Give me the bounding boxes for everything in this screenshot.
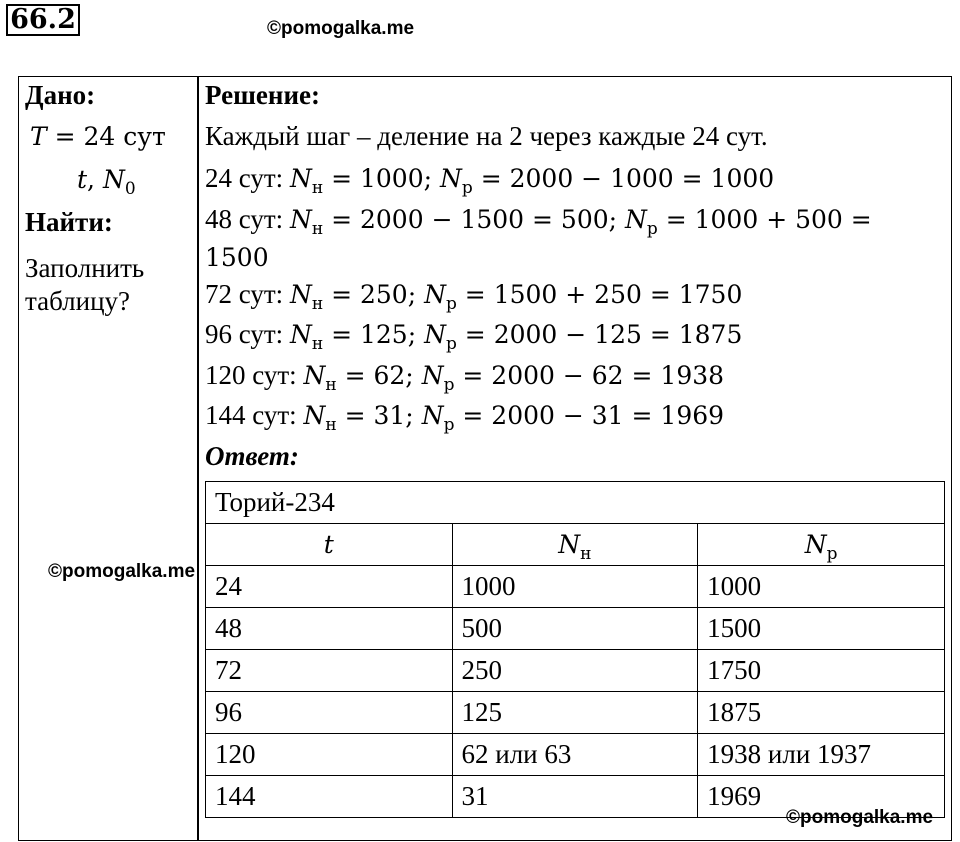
sub-n: н [311,219,324,239]
cell-p: 1875 [698,692,945,734]
sub-n: н [311,294,324,314]
given-var-sep: , [87,165,103,194]
solution-line-96: 96 сут: $N_н = 125$; $N_р = 2000 - 125 = 1875$ [205,319,743,354]
cell-n: 125 [452,692,698,734]
sub-n: н [311,334,324,354]
problem-number: 66.2 [6,4,80,36]
solution-line-48: 48 сут: $N_н = 2000 - 1500 = 500$; $N_р = 1000 + 500$ = [205,204,872,239]
n-expression: = 1000; [323,164,440,193]
answer-table [205,481,945,818]
table-row [206,734,945,776]
cell-p: 1000 [698,566,945,608]
cell-p: 1500 [698,608,945,650]
solution-line-prefix: 96 сут: [205,319,290,349]
cell-n: 31 [452,776,698,818]
cell-n: 1000 [452,566,698,608]
p-expression: = 2000 − 125 = 1875 [456,320,743,349]
solution-line-72: 72 сут: $N_н = 250$; $N_р = 1500 + 250 = 1750$ [205,279,743,314]
cell-t: 120 [206,734,453,776]
solution-line-prefix: 120 сут: [205,360,304,390]
p-expression: = 2000 − 62 = 1938 [454,361,725,390]
cell-n: 250 [452,650,698,692]
solution-line-prefix: 48 сут: [205,204,290,234]
sub-p: р [445,334,457,354]
sub-n: н [325,415,337,435]
given-period-var: T [30,122,47,151]
cell-t: 24 [206,566,453,608]
n-expression: = 62; [336,361,422,390]
header-t-label: t [323,530,334,559]
header-n-sub: н [580,544,592,564]
find-label: Найти: [25,207,113,237]
header-p [698,524,945,566]
sub-p: р [443,415,455,435]
given-var-n-sub: 0 [124,179,136,199]
p-expression: = 2000 − 31 = 1969 [454,401,725,430]
cell-p: 1750 [698,650,945,692]
n-expression: = 31; [336,401,422,430]
sub-p: р [443,375,455,395]
cell-n: 62 или 63 [452,734,698,776]
table-row [206,608,945,650]
table-title: Торий-234 [206,482,945,524]
column-divider [197,76,199,841]
table-header-row [206,524,945,566]
p-expression: = 1500 + 250 = 1750 [456,280,743,309]
wrapped-result: 1500 [205,243,269,272]
solution-line-prefix: 144 сут: [205,400,304,430]
table-row [206,692,945,734]
solution-line-prefix: 24 сут: [205,163,290,193]
solution-line-24: 24 сут: $N_н = 1000$; $N_р = 2000 - 1000 = 1000$ [205,163,775,198]
watermark-top: ©pomogalka.me [267,18,415,39]
solution-intro: Каждый шаг – деление на 2 через каждые 24 сут. [205,121,768,151]
given-var-t: t [77,165,88,194]
solution-label: Решение: [205,80,320,110]
sub-p: р [461,178,473,198]
cell-t: 72 [206,650,453,692]
cell-t: 96 [206,692,453,734]
given-label: Дано: [25,80,96,110]
sub-p: р [445,294,457,314]
given-period-value: = 24 сут [46,122,166,151]
p-expression: = 1000 + 500 = [657,205,872,234]
header-n-label: N [558,530,581,559]
solution-line-prefix: 72 сут: [205,279,290,309]
watermark-bottom: ©pomogalka.me [786,807,934,828]
find-line-1: Заполнить [25,253,145,283]
header-t [206,524,453,566]
table-row [206,566,945,608]
find-line-2: таблицу? [25,286,131,316]
solution-line-120: 120 сут: $N_н = 62$; $N_р = 2000 - 62 = 1938$ [205,360,725,395]
cell-t: 48 [206,608,453,650]
table-title-row [206,482,945,524]
cell-p: 1938 или 1937 [698,734,945,776]
cell-t: 144 [206,776,453,818]
solution-line-144: 144 сут: $N_н = 31$; $N_р = 2000 - 31 = 1969$ [205,400,725,435]
watermark-middle: ©pomogalka.me [48,561,196,582]
header-p-sub: р [826,544,838,564]
given-var-n: N [102,165,125,194]
header-p-label: N [804,530,827,559]
sub-p: р [646,219,658,239]
sub-n: н [311,178,324,198]
given-variables [77,163,136,199]
header-n [452,524,698,566]
given-period [30,120,166,153]
answer-label: Ответ: [205,441,299,471]
solution-line-48-wrap [205,241,269,274]
n-expression: = 125; [323,320,425,349]
sub-n: н [325,375,337,395]
cell-n: 500 [452,608,698,650]
p-expression: = 2000 − 1000 = 1000 [472,164,775,193]
n-expression: = 2000 − 1500 = 500; [323,205,626,234]
cell-p: 1969 [698,776,945,818]
n-expression: = 250; [323,280,425,309]
table-row [206,650,945,692]
